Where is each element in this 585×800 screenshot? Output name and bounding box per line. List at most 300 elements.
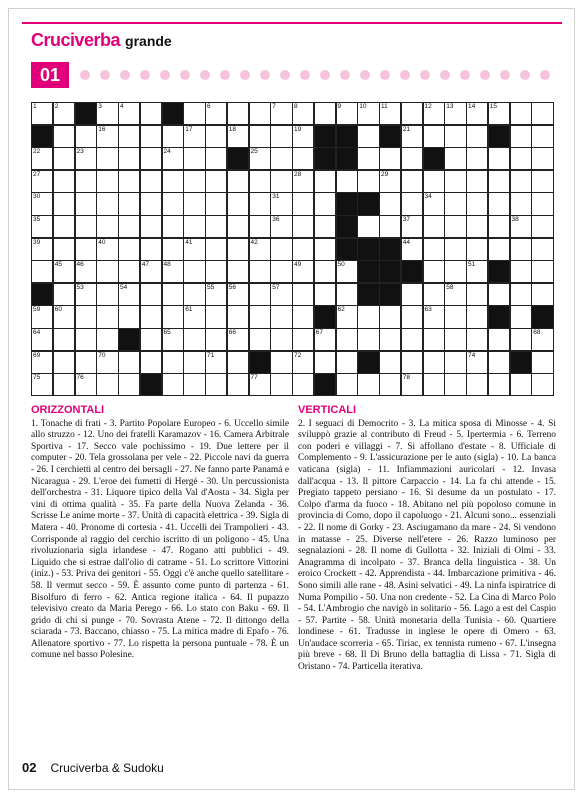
grid-cell[interactable]	[75, 125, 97, 148]
grid-cell[interactable]	[270, 351, 292, 374]
grid-cell[interactable]	[31, 147, 53, 170]
grid-cell[interactable]	[314, 238, 336, 261]
grid-cell[interactable]	[96, 238, 118, 261]
grid-cell[interactable]	[249, 305, 271, 328]
grid-cell[interactable]	[75, 170, 97, 193]
grid-cell[interactable]	[444, 328, 466, 351]
decor-dot	[340, 70, 350, 80]
grid-cell[interactable]	[531, 238, 553, 261]
grid-cell[interactable]	[183, 125, 205, 148]
grid-cell[interactable]	[205, 102, 227, 125]
grid-cell[interactable]	[270, 170, 292, 193]
grid-cell[interactable]	[183, 238, 205, 261]
grid-cell[interactable]	[96, 373, 118, 396]
grid-cell[interactable]	[205, 283, 227, 306]
grid-cell[interactable]	[357, 373, 379, 396]
grid-cell[interactable]	[140, 125, 162, 148]
grid-cell[interactable]	[31, 260, 53, 283]
grid-cell[interactable]	[205, 147, 227, 170]
grid-cell[interactable]	[357, 305, 379, 328]
decor-dot	[540, 70, 550, 80]
grid-cell[interactable]	[379, 147, 401, 170]
grid-cell[interactable]	[488, 147, 510, 170]
grid-cell[interactable]	[162, 192, 184, 215]
clue-number: 47	[141, 261, 149, 269]
grid-cell[interactable]	[292, 147, 314, 170]
grid-cell[interactable]	[336, 373, 358, 396]
grid-cell[interactable]	[444, 147, 466, 170]
grid-cell[interactable]	[227, 351, 249, 374]
grid-cell[interactable]	[75, 351, 97, 374]
grid-cell[interactable]	[444, 170, 466, 193]
grid-cell[interactable]	[292, 192, 314, 215]
grid-cell[interactable]	[531, 351, 553, 374]
grid-cell[interactable]	[336, 102, 358, 125]
grid-cell[interactable]	[53, 328, 75, 351]
grid-cell[interactable]	[466, 215, 488, 238]
grid-cell[interactable]	[183, 373, 205, 396]
grid-cell[interactable]	[162, 328, 184, 351]
grid-cell[interactable]	[292, 170, 314, 193]
grid-cell[interactable]	[227, 373, 249, 396]
grid-cell[interactable]	[444, 102, 466, 125]
grid-cell[interactable]	[314, 192, 336, 215]
grid-cell[interactable]	[162, 373, 184, 396]
grid-cell[interactable]	[31, 192, 53, 215]
grid-cell[interactable]	[140, 260, 162, 283]
grid-cell[interactable]	[53, 170, 75, 193]
grid-cell[interactable]	[96, 147, 118, 170]
grid-cell[interactable]	[140, 283, 162, 306]
grid-cell[interactable]	[444, 305, 466, 328]
grid-cell[interactable]	[249, 125, 271, 148]
grid-cell[interactable]	[357, 328, 379, 351]
grid-block	[336, 192, 358, 215]
grid-cell[interactable]	[488, 192, 510, 215]
clue-number: 56	[228, 283, 236, 291]
grid-cell[interactable]	[53, 125, 75, 148]
grid-cell[interactable]	[118, 260, 140, 283]
grid-cell[interactable]	[183, 260, 205, 283]
grid-cell[interactable]	[444, 215, 466, 238]
grid-cell[interactable]	[466, 125, 488, 148]
grid-cell[interactable]	[227, 125, 249, 148]
grid-cell[interactable]	[423, 283, 445, 306]
grid-cell[interactable]	[314, 283, 336, 306]
grid-cell[interactable]	[314, 102, 336, 125]
grid-cell[interactable]	[292, 260, 314, 283]
grid-cell[interactable]	[183, 102, 205, 125]
grid-cell[interactable]	[75, 147, 97, 170]
grid-cell[interactable]	[140, 147, 162, 170]
grid-cell[interactable]	[488, 215, 510, 238]
grid-cell[interactable]	[423, 351, 445, 374]
grid-cell[interactable]	[292, 215, 314, 238]
grid-cell[interactable]	[466, 305, 488, 328]
grid-cell[interactable]	[249, 147, 271, 170]
grid-cell[interactable]	[140, 102, 162, 125]
grid-cell[interactable]	[488, 238, 510, 261]
grid-cell[interactable]	[183, 147, 205, 170]
grid-cell[interactable]	[292, 102, 314, 125]
grid-cell[interactable]	[227, 102, 249, 125]
grid-cell[interactable]	[140, 170, 162, 193]
grid-cell[interactable]	[227, 238, 249, 261]
grid-cell[interactable]	[162, 125, 184, 148]
grid-cell[interactable]	[31, 238, 53, 261]
grid-cell[interactable]	[336, 351, 358, 374]
grid-cell[interactable]	[314, 328, 336, 351]
grid-cell[interactable]	[357, 125, 379, 148]
clue-number: 42	[250, 238, 258, 246]
grid-cell[interactable]	[140, 351, 162, 374]
grid-cell[interactable]	[53, 147, 75, 170]
decor-dot	[320, 70, 330, 80]
grid-cell[interactable]	[444, 373, 466, 396]
grid-cell[interactable]	[183, 170, 205, 193]
grid-cell[interactable]	[379, 373, 401, 396]
grid-cell[interactable]	[75, 305, 97, 328]
grid-cell[interactable]	[357, 102, 379, 125]
grid-cell[interactable]	[270, 328, 292, 351]
grid-cell[interactable]	[31, 305, 53, 328]
grid-cell[interactable]	[401, 238, 423, 261]
grid-cell[interactable]	[75, 215, 97, 238]
grid-cell[interactable]	[423, 305, 445, 328]
grid-cell[interactable]	[357, 147, 379, 170]
grid-cell[interactable]	[270, 373, 292, 396]
grid-cell[interactable]	[162, 260, 184, 283]
grid-cell[interactable]	[423, 170, 445, 193]
grid-cell[interactable]	[270, 215, 292, 238]
grid-cell[interactable]	[466, 283, 488, 306]
grid-cell[interactable]	[249, 102, 271, 125]
grid-cell[interactable]	[140, 305, 162, 328]
grid-cell[interactable]	[292, 351, 314, 374]
grid-cell[interactable]	[379, 215, 401, 238]
grid-cell[interactable]	[510, 328, 532, 351]
grid-cell[interactable]	[31, 102, 53, 125]
grid-cell[interactable]	[314, 215, 336, 238]
grid-cell[interactable]	[510, 102, 532, 125]
grid-cell[interactable]	[510, 170, 532, 193]
grid-cell[interactable]	[401, 283, 423, 306]
grid-cell[interactable]	[118, 305, 140, 328]
grid-cell[interactable]	[118, 170, 140, 193]
grid-cell[interactable]	[401, 328, 423, 351]
grid-cell[interactable]	[75, 260, 97, 283]
grid-cell[interactable]	[510, 147, 532, 170]
grid-cell[interactable]	[531, 102, 553, 125]
grid-cell[interactable]	[466, 328, 488, 351]
grid-cell[interactable]	[205, 238, 227, 261]
grid-cell[interactable]	[466, 351, 488, 374]
grid-cell[interactable]	[488, 102, 510, 125]
grid-cell[interactable]	[162, 147, 184, 170]
grid-cell[interactable]	[162, 283, 184, 306]
grid-cell[interactable]	[118, 147, 140, 170]
page-number: 02	[22, 760, 37, 775]
grid-cell[interactable]	[510, 283, 532, 306]
grid-cell[interactable]	[531, 125, 553, 148]
grid-cell[interactable]	[227, 305, 249, 328]
grid-cell[interactable]	[336, 283, 358, 306]
grid-cell[interactable]	[314, 260, 336, 283]
grid-cell[interactable]	[183, 305, 205, 328]
grid-cell[interactable]	[96, 351, 118, 374]
grid-cell[interactable]	[401, 102, 423, 125]
clue-number: 37	[402, 216, 410, 223]
grid-cell[interactable]	[423, 238, 445, 261]
grid-cell[interactable]	[140, 328, 162, 351]
grid-cell[interactable]	[118, 102, 140, 125]
grid-cell[interactable]	[401, 147, 423, 170]
grid-cell[interactable]	[227, 215, 249, 238]
grid-cell[interactable]	[205, 215, 227, 238]
grid-cell[interactable]	[488, 283, 510, 306]
grid-cell[interactable]	[531, 373, 553, 396]
grid-cell[interactable]	[75, 192, 97, 215]
grid-cell[interactable]	[96, 215, 118, 238]
grid-cell[interactable]	[53, 192, 75, 215]
grid-cell[interactable]	[379, 170, 401, 193]
grid-cell[interactable]	[227, 328, 249, 351]
grid-cell[interactable]	[510, 305, 532, 328]
grid-cell[interactable]	[183, 351, 205, 374]
grid-cell[interactable]	[227, 170, 249, 193]
grid-cell[interactable]	[53, 260, 75, 283]
grid-cell[interactable]	[205, 305, 227, 328]
grid-cell[interactable]	[466, 373, 488, 396]
grid-cell[interactable]	[444, 351, 466, 374]
grid-cell[interactable]	[162, 215, 184, 238]
grid-cell[interactable]	[118, 215, 140, 238]
grid-cell[interactable]	[96, 125, 118, 148]
grid-cell[interactable]	[401, 170, 423, 193]
grid-cell[interactable]	[444, 192, 466, 215]
grid-cell[interactable]	[510, 373, 532, 396]
grid-cell[interactable]	[510, 192, 532, 215]
grid-cell[interactable]	[53, 305, 75, 328]
grid-cell[interactable]	[96, 192, 118, 215]
decor-dot	[520, 70, 530, 80]
grid-cell[interactable]	[336, 328, 358, 351]
grid-cell[interactable]	[488, 170, 510, 193]
grid-cell[interactable]	[31, 215, 53, 238]
grid-cell[interactable]	[336, 170, 358, 193]
clue-number: 27	[33, 170, 41, 178]
grid-cell[interactable]	[510, 215, 532, 238]
grid-cell[interactable]	[466, 147, 488, 170]
grid-cell[interactable]	[423, 192, 445, 215]
grid-cell[interactable]	[75, 328, 97, 351]
grid-cell[interactable]	[249, 170, 271, 193]
grid-cell[interactable]	[423, 373, 445, 396]
grid-cell[interactable]	[53, 373, 75, 396]
grid-cell[interactable]	[423, 125, 445, 148]
grid-cell[interactable]	[379, 305, 401, 328]
grid-cell[interactable]	[53, 215, 75, 238]
grid-cell[interactable]	[162, 351, 184, 374]
across-heading: ORIZZONTALI	[31, 404, 105, 416]
grid-cell[interactable]	[205, 192, 227, 215]
grid-cell[interactable]	[96, 283, 118, 306]
grid-cell[interactable]	[270, 305, 292, 328]
grid-cell[interactable]	[205, 373, 227, 396]
grid-cell[interactable]	[401, 305, 423, 328]
grid-cell[interactable]	[53, 283, 75, 306]
clue-number: 54	[120, 283, 128, 291]
clue-number: 28	[294, 170, 302, 178]
grid-cell[interactable]	[466, 238, 488, 261]
grid-cell[interactable]	[227, 260, 249, 283]
grid-cell[interactable]	[227, 192, 249, 215]
grid-cell[interactable]	[336, 305, 358, 328]
grid-cell[interactable]	[162, 238, 184, 261]
grid-cell[interactable]	[379, 192, 401, 215]
grid-cell[interactable]	[183, 283, 205, 306]
grid-cell[interactable]	[31, 328, 53, 351]
grid-cell[interactable]	[357, 215, 379, 238]
grid-cell[interactable]	[423, 260, 445, 283]
grid-cell[interactable]	[270, 283, 292, 306]
grid-cell[interactable]	[140, 192, 162, 215]
grid-cell[interactable]	[270, 238, 292, 261]
grid-cell[interactable]	[96, 170, 118, 193]
grid-cell[interactable]	[510, 260, 532, 283]
grid-cell[interactable]	[249, 192, 271, 215]
grid-cell[interactable]	[249, 215, 271, 238]
grid-cell[interactable]	[531, 283, 553, 306]
clue-number: 21	[402, 125, 410, 133]
grid-cell[interactable]	[162, 305, 184, 328]
grid-cell[interactable]	[379, 102, 401, 125]
grid-cell[interactable]	[336, 260, 358, 283]
grid-cell[interactable]	[292, 238, 314, 261]
grid-cell[interactable]	[531, 215, 553, 238]
grid-cell[interactable]	[401, 215, 423, 238]
grid-cell[interactable]	[270, 260, 292, 283]
grid-cell[interactable]	[75, 373, 97, 396]
grid-cell[interactable]	[31, 170, 53, 193]
grid-cell[interactable]	[205, 351, 227, 374]
grid-cell[interactable]	[183, 328, 205, 351]
grid-cell[interactable]	[270, 192, 292, 215]
grid-cell[interactable]	[466, 260, 488, 283]
grid-cell[interactable]	[314, 351, 336, 374]
grid-cell[interactable]	[423, 215, 445, 238]
grid-cell[interactable]	[118, 192, 140, 215]
grid-cell[interactable]	[96, 328, 118, 351]
grid-cell[interactable]	[270, 102, 292, 125]
grid-cell[interactable]	[118, 125, 140, 148]
grid-cell[interactable]	[401, 192, 423, 215]
clue-number: 65	[163, 329, 171, 336]
grid-cell[interactable]	[314, 170, 336, 193]
grid-cell[interactable]	[75, 238, 97, 261]
grid-cell[interactable]	[423, 102, 445, 125]
grid-cell[interactable]	[53, 351, 75, 374]
grid-cell[interactable]	[227, 283, 249, 306]
grid-cell[interactable]	[183, 215, 205, 238]
grid-cell[interactable]	[31, 373, 53, 396]
grid-cell[interactable]	[531, 260, 553, 283]
grid-cell[interactable]	[510, 125, 532, 148]
grid-cell[interactable]	[270, 147, 292, 170]
grid-cell[interactable]	[401, 373, 423, 396]
grid-cell[interactable]	[96, 305, 118, 328]
grid-cell[interactable]	[466, 192, 488, 215]
grid-cell[interactable]	[292, 373, 314, 396]
grid-cell[interactable]	[118, 373, 140, 396]
grid-cell[interactable]	[118, 238, 140, 261]
grid-cell[interactable]	[205, 328, 227, 351]
grid-cell[interactable]	[488, 328, 510, 351]
grid-cell[interactable]	[292, 328, 314, 351]
grid-cell[interactable]	[31, 351, 53, 374]
grid-cell[interactable]	[379, 351, 401, 374]
grid-cell[interactable]	[205, 170, 227, 193]
grid-cell[interactable]	[531, 147, 553, 170]
grid-cell[interactable]	[292, 125, 314, 148]
grid-cell[interactable]	[162, 170, 184, 193]
grid-cell[interactable]	[466, 170, 488, 193]
grid-cell[interactable]	[96, 102, 118, 125]
grid-cell[interactable]	[444, 238, 466, 261]
grid-cell[interactable]	[423, 328, 445, 351]
grid-cell[interactable]	[140, 238, 162, 261]
grid-cell[interactable]	[531, 328, 553, 351]
grid-cell[interactable]	[183, 192, 205, 215]
grid-cell[interactable]	[249, 373, 271, 396]
grid-cell[interactable]	[488, 373, 510, 396]
grid-cell[interactable]	[466, 102, 488, 125]
grid-cell[interactable]	[53, 238, 75, 261]
grid-cell[interactable]	[292, 305, 314, 328]
grid-cell[interactable]	[401, 125, 423, 148]
clue-number: 51	[468, 261, 476, 269]
grid-cell[interactable]	[249, 260, 271, 283]
grid-cell[interactable]	[249, 283, 271, 306]
grid-cell[interactable]	[444, 260, 466, 283]
grid-cell[interactable]	[401, 351, 423, 374]
grid-cell[interactable]	[53, 102, 75, 125]
grid-cell[interactable]	[118, 283, 140, 306]
clue-number: 1	[33, 103, 37, 110]
grid-cell[interactable]	[249, 328, 271, 351]
grid-cell[interactable]	[444, 125, 466, 148]
grid-cell[interactable]	[531, 170, 553, 193]
grid-cell[interactable]	[118, 351, 140, 374]
grid-cell[interactable]	[531, 192, 553, 215]
clue-number: 18	[228, 125, 236, 133]
grid-cell[interactable]	[249, 238, 271, 261]
grid-cell[interactable]	[270, 125, 292, 148]
grid-block	[162, 102, 184, 125]
grid-cell[interactable]	[510, 238, 532, 261]
grid-cell[interactable]	[75, 283, 97, 306]
grid-cell[interactable]	[379, 328, 401, 351]
grid-cell[interactable]	[357, 170, 379, 193]
grid-cell[interactable]	[205, 125, 227, 148]
grid-cell[interactable]	[488, 351, 510, 374]
down-heading: VERTICALI	[298, 404, 357, 416]
grid-cell[interactable]	[205, 260, 227, 283]
grid-cell[interactable]	[292, 283, 314, 306]
grid-cell[interactable]	[140, 215, 162, 238]
grid-cell[interactable]	[96, 260, 118, 283]
grid-cell[interactable]	[444, 283, 466, 306]
